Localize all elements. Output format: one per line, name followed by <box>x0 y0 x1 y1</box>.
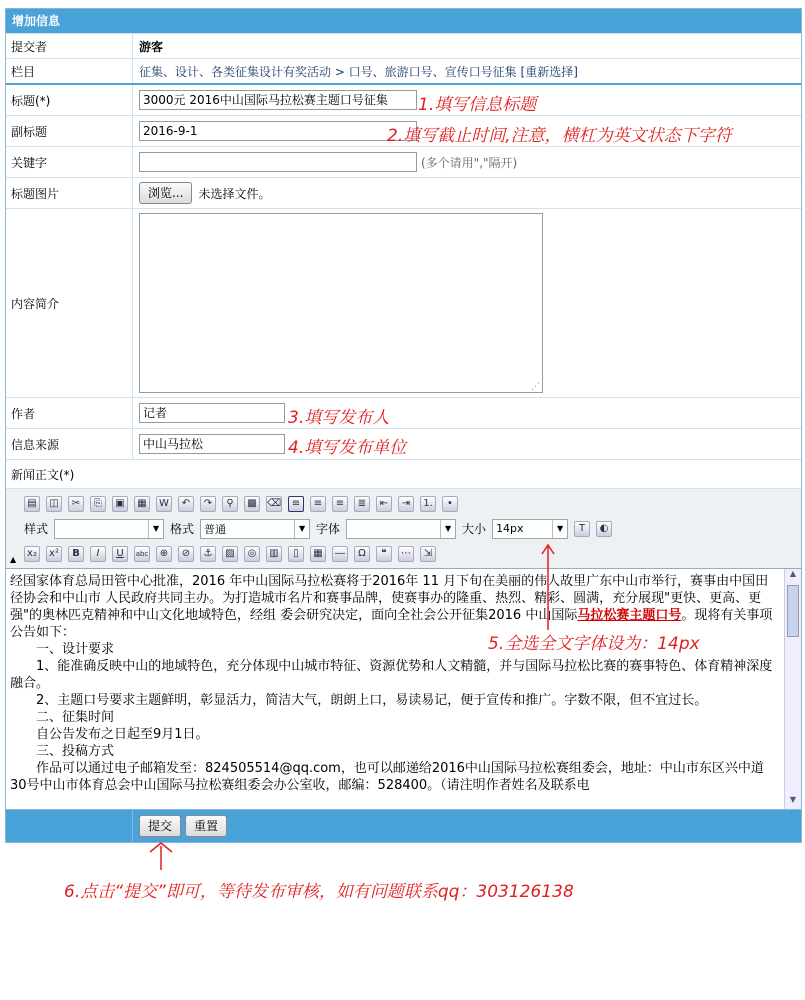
paste-word-icon[interactable]: W <box>156 496 172 512</box>
style-label: 样式 <box>24 522 49 536</box>
font-label: 字体 <box>316 522 341 536</box>
editor-line: 2、主题口号要求主题鲜明，彰显活力，简洁大气，朗朗上口，易读易记，便于宣传和推广。字数不限，但不宜过长。 <box>36 693 708 708</box>
chevron-down-icon: ▼ <box>552 520 567 538</box>
undo-icon[interactable]: ↶ <box>178 496 194 512</box>
annotation-6: 6.点击“提交”即可，等待发布审核，如有问题联系qq：303126138 <box>64 882 574 902</box>
subtitle-label: 副标题 <box>11 124 48 139</box>
author-input[interactable]: 记者 <box>139 403 285 423</box>
unordered-list-icon[interactable]: • <box>442 496 458 512</box>
editor-line: 1、能准确反映中山的地域特色，充分体现中山城市特征、资源优势和人文精髓，并与国际马拉松比赛的赛事特色、体育精神深度融合。 <box>10 659 773 691</box>
copy-icon[interactable]: ⎘ <box>90 496 106 512</box>
annotation-4: 4.填写发布单位 <box>288 438 407 458</box>
anchor-icon[interactable]: ⚓ <box>200 546 216 562</box>
title-input[interactable]: 3000元 2016中山国际马拉松赛主题口号征集 <box>139 90 417 110</box>
bold-icon[interactable]: B <box>68 546 84 562</box>
reselect-link[interactable]: [重新选择] <box>520 64 578 79</box>
align-center-icon[interactable]: ≡ <box>310 496 326 512</box>
new-page-icon[interactable]: ▯ <box>288 546 304 562</box>
eraser-icon[interactable]: ⌫ <box>266 496 282 512</box>
outdent-icon[interactable]: ⇤ <box>376 496 392 512</box>
editor-line: 一、设计要求 <box>36 642 115 657</box>
source-label: 信息来源 <box>11 437 60 452</box>
author-label: 作者 <box>11 406 36 421</box>
align-right-icon[interactable]: ≡ <box>332 496 348 512</box>
format-label: 格式 <box>170 522 195 536</box>
submitter-value: 游客 <box>132 34 801 58</box>
column-path: 征集、设计、各类征集设计有奖活动 > 口号、旅游口号、宣传口号征集 <box>139 64 517 79</box>
column-label: 栏目 <box>11 64 36 79</box>
paste-text-icon[interactable]: ▦ <box>134 496 150 512</box>
link-icon[interactable]: ⊕ <box>156 546 172 562</box>
keywords-hint: (多个请用","隔开) <box>421 155 518 170</box>
flash-icon[interactable]: ◎ <box>244 546 260 562</box>
indent-icon[interactable]: ⇥ <box>398 496 414 512</box>
horizontal-rule-icon[interactable]: ― <box>332 546 348 562</box>
form-header: 增加信息 <box>6 9 801 33</box>
annotation-3: 3.填写发布人 <box>288 408 390 428</box>
underline-icon[interactable]: U <box>112 546 128 562</box>
table-icon[interactable]: ▦ <box>310 546 326 562</box>
chevron-down-icon: ▼ <box>294 520 309 538</box>
editor-line: 二、征集时间 <box>36 710 115 725</box>
file-icon[interactable]: ▥ <box>266 546 282 562</box>
size-value: 14px <box>496 522 524 535</box>
paste-special-icon[interactable]: ⇲ <box>420 546 436 562</box>
paste-icon[interactable]: ▣ <box>112 496 128 512</box>
align-left-icon[interactable]: ≡ <box>288 496 304 512</box>
find-icon[interactable]: ⚲ <box>222 496 238 512</box>
slogan-link[interactable]: 马拉松赛主题口号 <box>577 608 682 623</box>
resize-grip-icon[interactable]: ⋰ <box>531 382 540 392</box>
superscript-icon[interactable]: x² <box>46 546 62 562</box>
keywords-label: 关键字 <box>11 155 48 170</box>
preview-icon[interactable]: ◫ <box>46 496 62 512</box>
size-label: 大小 <box>462 522 487 536</box>
body-label: 新闻正文(*) <box>11 467 75 482</box>
align-justify-icon[interactable]: ≣ <box>354 496 370 512</box>
text-color-icon[interactable]: T <box>574 521 590 537</box>
editor-line: 作品可以通过电子邮箱发至：824505514@qq.com，也可以邮递给2016中山国际马拉松赛组委会，地址：中山市东区兴中道30号中山市体育总会中山国际马拉松赛组委会办公室收，邮编：528400。（请注明作者姓名及联系电 <box>10 761 764 793</box>
italic-icon[interactable]: I <box>90 546 106 562</box>
annotation-1: 1.填写信息标题 <box>418 95 537 115</box>
chevron-down-icon: ▼ <box>440 520 455 538</box>
annotation-2: 2.填写截止时间,注意，横杠为英文状态下字符 <box>387 126 732 146</box>
editor-line: 自公告发布之日起至9月1日。 <box>36 727 209 742</box>
bg-color-icon[interactable]: ◐ <box>596 521 612 537</box>
image-label: 标题图片 <box>11 186 60 201</box>
special-char-icon[interactable]: Ω <box>354 546 370 562</box>
strikethrough-icon[interactable]: abc <box>134 546 150 562</box>
unlink-icon[interactable]: ⊘ <box>178 546 194 562</box>
reset-button[interactable]: 重置 <box>185 815 227 837</box>
scroll-down-icon[interactable]: ▼ <box>789 795 797 804</box>
editor-line: 三、投稿方式 <box>36 744 115 759</box>
subtitle-input[interactable]: 2016-9-1 <box>139 121 417 141</box>
image-icon[interactable]: ▨ <box>222 546 238 562</box>
no-file-text: 未选择文件。 <box>198 186 271 201</box>
title-label: 标题(*) <box>11 93 51 108</box>
source-input[interactable]: 中山马拉松 <box>139 434 285 454</box>
quote-icon[interactable]: ❝ <box>376 546 392 562</box>
format-value: 普通 <box>204 522 227 536</box>
editor-text: 经国家体育总局田管中心批准，2016 年中山国际马拉松赛将于2016年 11 月下旬在美丽的伟人故里广东中山市举行，赛事由中国田径协会和中山市 人民政府共同主办。为打造城市名片和赛事品牌，使赛事办的隆重、热烈、精彩、圆满，充分展现"更快、更高、更强"的奥林匹克精神和中山文化地域特色，经组 委会研究决定，面向全社会公开征集2016 中山国际 <box>10 574 769 623</box>
editor-text: 。现将有关事项公告如下： <box>10 608 773 640</box>
cut-icon[interactable]: ✂ <box>68 496 84 512</box>
summary-label: 内容简介 <box>11 296 60 311</box>
source-icon[interactable]: ▤ <box>24 496 40 512</box>
page-break-icon[interactable]: ⋯ <box>398 546 414 562</box>
subscript-icon[interactable]: x₂ <box>24 546 40 562</box>
submit-button[interactable]: 提交 <box>139 815 181 837</box>
scroll-up-icon[interactable]: ▲ <box>789 569 797 578</box>
submitter-label: 提交者 <box>11 39 48 54</box>
chevron-down-icon: ▼ <box>148 520 163 538</box>
collapse-toolbar-icon[interactable]: ▲ <box>10 555 17 564</box>
ordered-list-icon[interactable]: 1. <box>420 496 436 512</box>
browse-button[interactable]: 浏览... <box>139 182 192 204</box>
select-all-icon[interactable]: ▩ <box>244 496 260 512</box>
annotation-5: 5.全选全文字体设为：14px <box>488 634 700 654</box>
redo-icon[interactable]: ↷ <box>200 496 216 512</box>
